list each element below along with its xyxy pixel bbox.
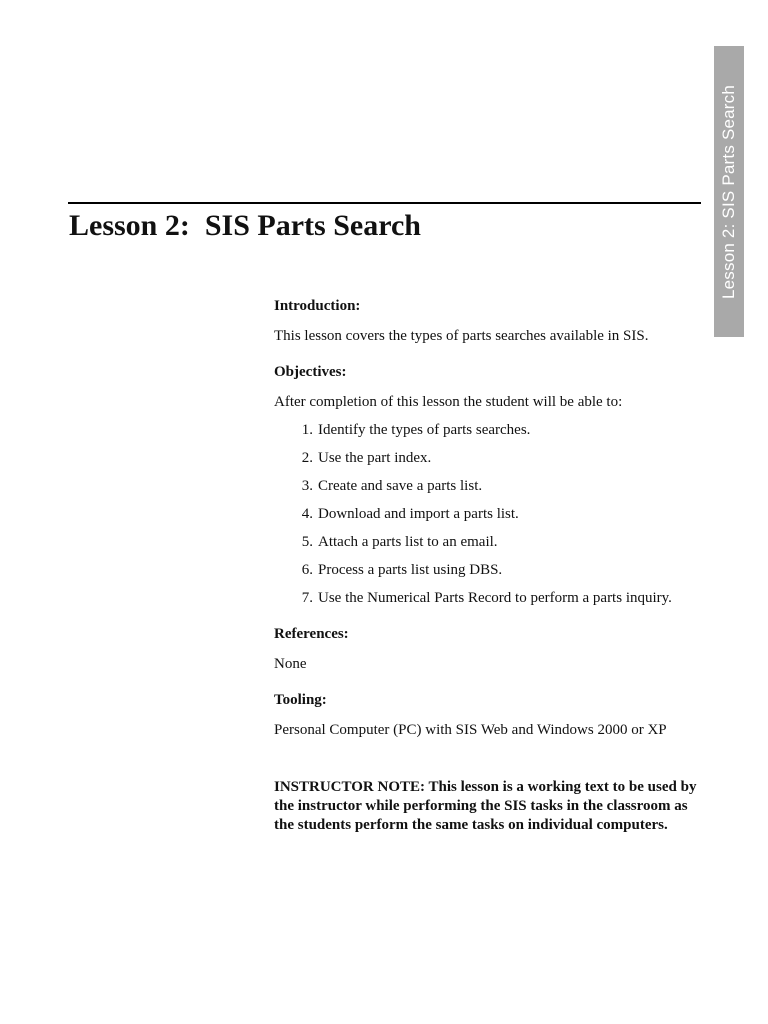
introduction-section <box>274 296 714 346</box>
objective-item <box>274 588 714 608</box>
title-rule <box>68 202 701 204</box>
objective-text: Attach a parts list to an email. <box>318 534 498 550</box>
lesson-title: Lesson 2: SIS Parts Search <box>69 209 421 242</box>
objective-text: Process a parts list using DBS. <box>318 562 503 578</box>
introduction-text: This lesson covers the types of parts searches available in SIS. <box>274 328 649 344</box>
objective-item <box>274 532 714 552</box>
objective-text: Use the Numerical Parts Record to perform a parts inquiry. <box>318 590 672 606</box>
objectives-heading: Objectives: <box>274 364 347 380</box>
objective-text: Create and save a parts list. <box>318 478 483 494</box>
tooling-section <box>274 690 714 740</box>
objectives-section <box>274 362 714 608</box>
objective-text: Use the part index. <box>318 450 432 466</box>
objective-number: 7. <box>301 590 313 606</box>
tooling-heading: Tooling: <box>274 692 327 708</box>
objectives-intro: After completion of this lesson the student will be able to: <box>274 394 623 410</box>
objective-number: 3. <box>301 478 313 494</box>
objective-number: 5. <box>301 534 313 550</box>
objective-text: Download and import a parts list. <box>318 506 519 522</box>
instructor-note: INSTRUCTOR NOTE: This lesson is a working text to be used by the instructor while performing the SIS tasks in the classroom as the students perform the same tasks on individual computers. <box>274 779 697 833</box>
side-tab-label: Lesson 2: SIS Parts Search <box>719 84 738 299</box>
objective-number: 1. <box>301 422 313 438</box>
lesson-content <box>274 296 714 835</box>
objective-item <box>274 560 714 580</box>
references-section <box>274 624 714 674</box>
objective-number: 4. <box>301 506 313 522</box>
references-heading: References: <box>274 626 349 642</box>
objective-number: 6. <box>301 562 313 578</box>
introduction-heading: Introduction: <box>274 298 361 314</box>
tooling-text: Personal Computer (PC) with SIS Web and Windows 2000 or XP <box>274 722 667 738</box>
objective-number: 2. <box>301 450 313 466</box>
objectives-list <box>274 420 714 608</box>
references-text: None <box>274 656 307 672</box>
objective-item <box>274 476 714 496</box>
objective-text: Identify the types of parts searches. <box>318 422 531 438</box>
objective-item <box>274 504 714 524</box>
objective-item <box>274 420 714 440</box>
side-tab <box>714 46 744 337</box>
objective-item <box>274 448 714 468</box>
